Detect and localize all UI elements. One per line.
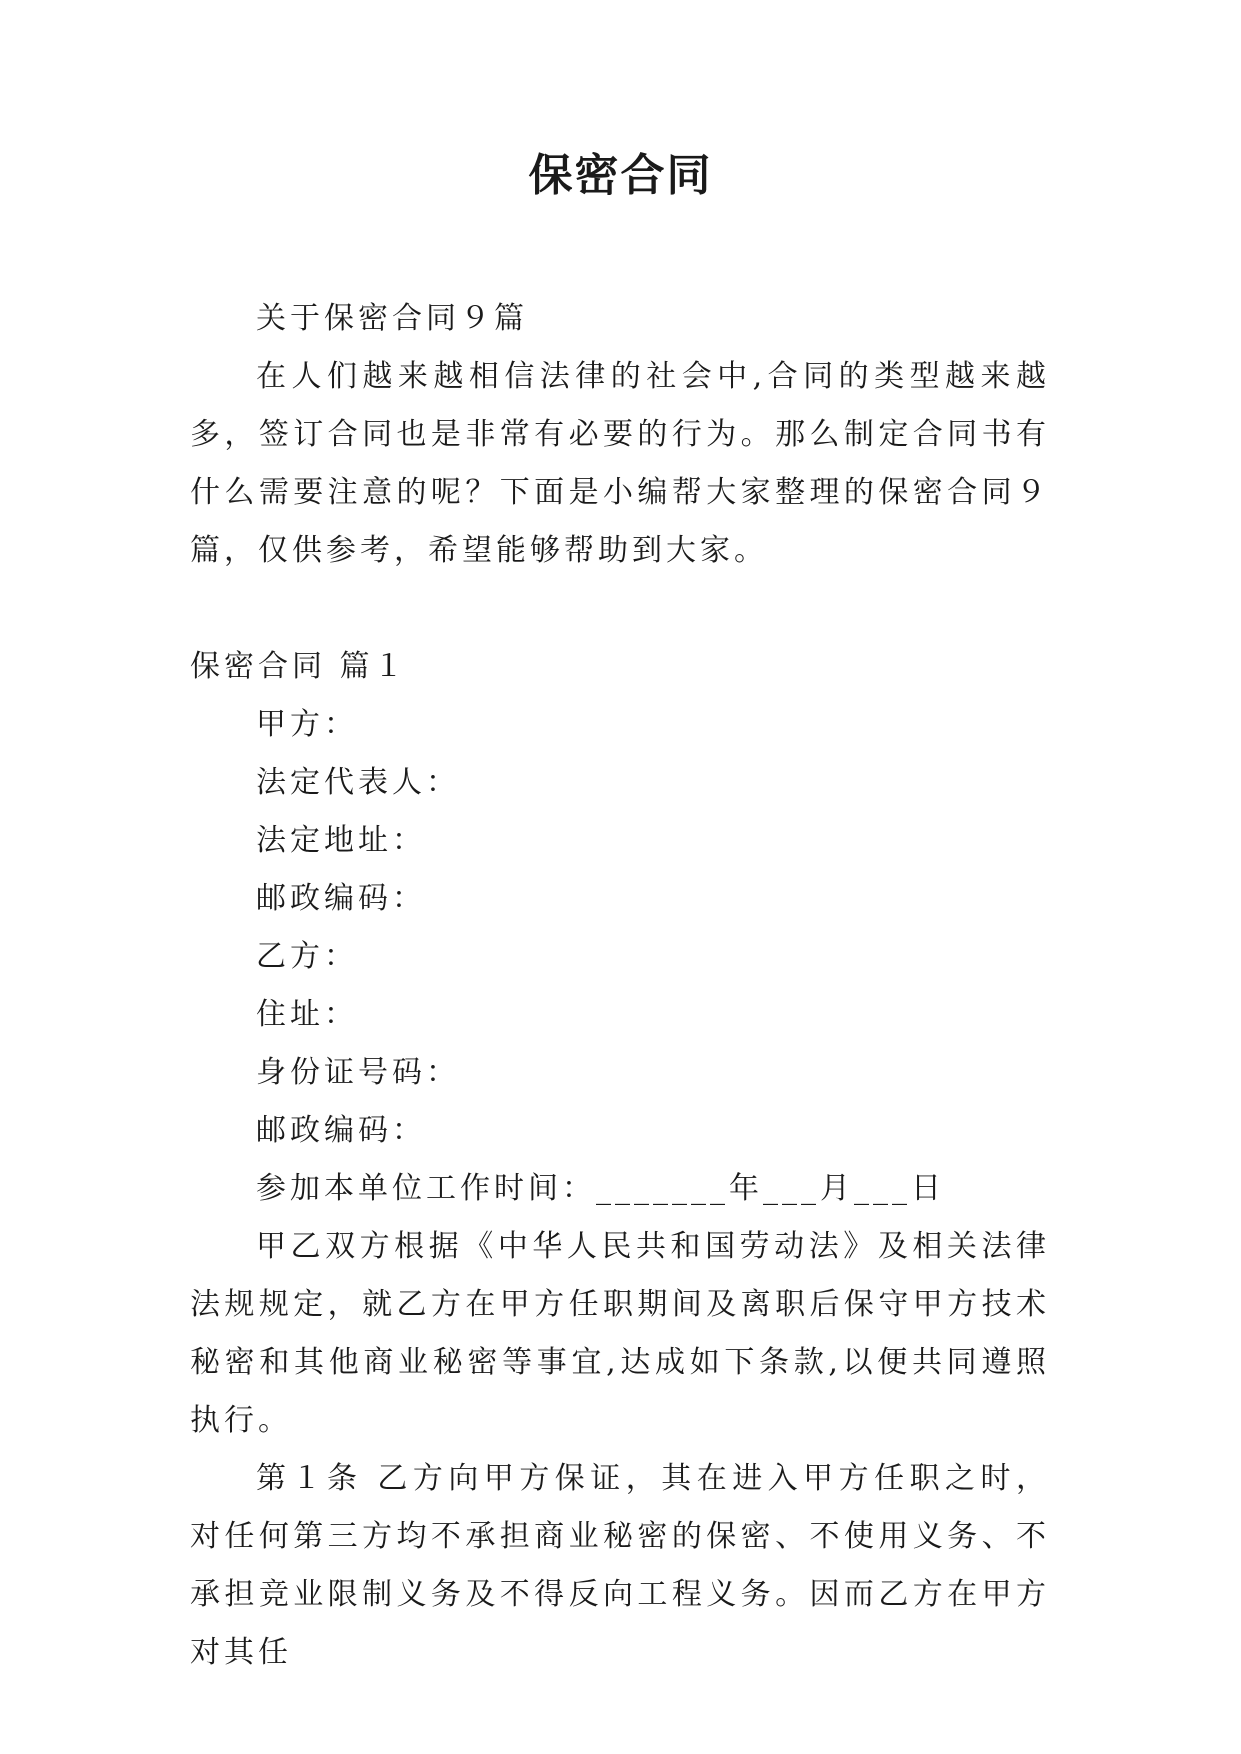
document-subtitle: 关于保密合同９篇 [256,301,528,336]
field-postal-code-b: 邮政编码： [256,1113,426,1148]
section-heading: 保密合同 篇１ [190,649,408,684]
field-id-number: 身份证号码： [256,1055,460,1090]
document-title: 保密合同 [528,150,713,201]
paragraph-article-1: 第１条 乙方向甲方保证，其在进入甲方任职之时，对任何第三方均不承担商业秘密的保密、不使用义务、不承担竞业限制义务及不得反向工程义务。因而乙方在甲方对其任 [190,1461,1050,1670]
field-party-b: 乙方： [256,939,358,974]
section-spacer [190,580,1050,638]
field-postal-code-a: 邮政编码： [256,881,426,916]
field-party-a: 甲方： [256,707,358,742]
field-legal-address: 法定地址： [256,823,426,858]
field-legal-representative: 法定代表人： [256,765,460,800]
field-start-date: 参加本单位工作时间：_______年___月___日 [256,1171,945,1206]
paragraph-preamble: 甲乙双方根据《中华人民共和国劳动法》及相关法律法规规定，就乙方在甲方任职期间及离职后保守甲方技术秘密和其他商业秘密等事宜,达成如下条款,以便共同遵照执行。 [190,1229,1050,1438]
field-address: 住址： [256,997,358,1032]
intro-paragraph: 在人们越来越相信法律的社会中,合同的类型越来越多，签订合同也是非常有必要的行为。那么制定合同书有什么需要注意的呢？下面是小编帮大家整理的保密合同９篇，仅供参考，希望能够帮助到大家。 [190,359,1050,568]
document-body [190,290,1050,1682]
